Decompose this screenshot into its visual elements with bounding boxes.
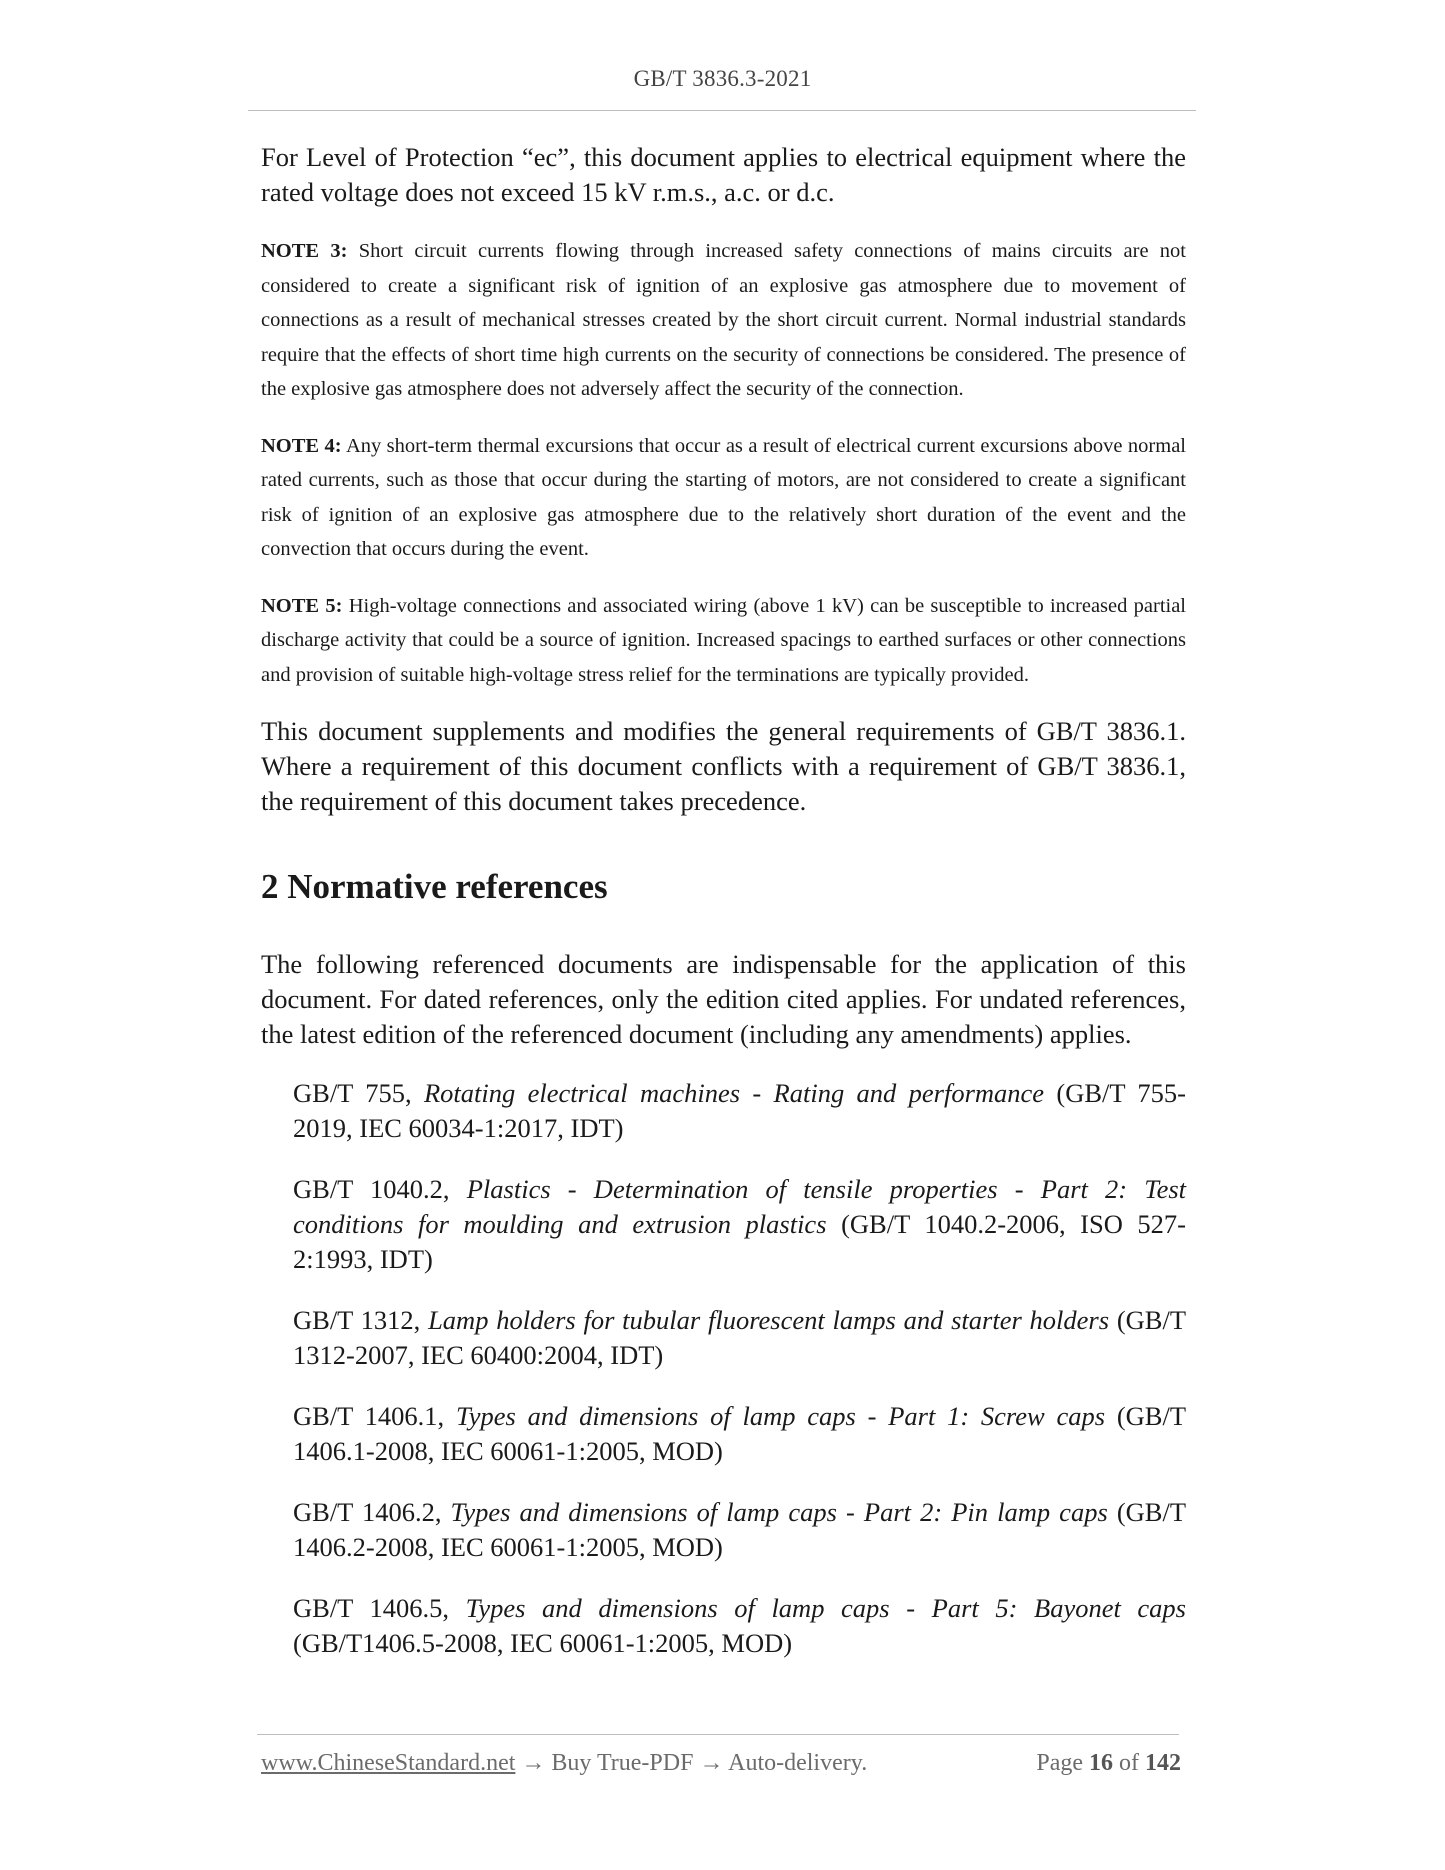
intro-paragraph: For Level of Protection “ec”, this document applies to electrical equipment where the rated voltage does not exceed 15 kV r.m.s., a.c. or d.c. xyxy=(261,142,1186,207)
reference-title: Plastics - Determination of tensile properties - Part 2: Test conditions for moulding and extrusion plastics xyxy=(293,1174,1187,1239)
reference-code: GB/T 1040.2, xyxy=(293,1174,450,1204)
reference-code: GB/T 1406.1, xyxy=(293,1401,445,1431)
note-label: NOTE 3: xyxy=(261,240,348,262)
reference-suffix: (GB/T 1040.2-2006, ISO 527-2:1993, IDT) xyxy=(293,1209,1186,1274)
page-footer xyxy=(261,1750,1181,1777)
reference-suffix: (GB/T 1312-2007, IEC 60400:2004, IDT) xyxy=(293,1305,1187,1370)
reference-title: Types and dimensions of lamp caps - Part 5: Bayonet caps xyxy=(465,1593,1186,1623)
reference-suffix: (GB/T 1406.1-2008, IEC 60061-1:2005, MOD) xyxy=(293,1401,1187,1466)
note-label: NOTE 4: xyxy=(261,434,342,457)
page-total: 142 xyxy=(1145,1750,1181,1776)
site-link[interactable]: www.ChineseStandard.net xyxy=(261,1750,516,1776)
supplement-paragraph: This document supplements and modifies the general requirements of GB/T 3836.1. Where a requirement of this document conflicts with a requirement of GB/T 3836.1, the requirement of this document takes precedence. xyxy=(261,716,1186,816)
reference-item xyxy=(293,1076,1186,1146)
references-intro: The following referenced documents are indispensable for the application of this document. For dated references, only the edition cited applies. For undated references, the latest edition of the referenced document (including any amendments) applies. xyxy=(261,949,1186,1049)
reference-item xyxy=(293,1495,1186,1565)
note-text: Any short-term thermal excursions that occur as a result of electrical current excursions above normal rated currents, such as those that occur during the starting of motors, are not considered to create a significant risk of ignition of an explosive gas atmosphere due to the relatively short duration of the event and the convection that occurs during the event. xyxy=(261,434,1186,560)
page-content xyxy=(261,140,1186,1687)
reference-suffix: (GB/T 1406.2-2008, IEC 60061-1:2005, MOD) xyxy=(293,1497,1187,1562)
section-heading: 2 Normative references xyxy=(261,867,608,906)
reference-item xyxy=(293,1399,1186,1469)
note-text: High-voltage connections and associated wiring (above 1 kV) can be susceptible to increased partial discharge activity that could be a source of ignition. Increased spacings to earthed surfaces or other connections and provision of suitable high-voltage stress relief for the terminations are typically provided. xyxy=(261,594,1186,686)
note-4 xyxy=(261,429,1186,567)
reference-title: Rotating electrical machines - Rating and performance xyxy=(423,1078,1045,1108)
reference-item xyxy=(293,1591,1186,1661)
note-label: NOTE 5: xyxy=(261,594,343,617)
reference-code: GB/T 755, xyxy=(293,1078,412,1108)
reference-suffix: (GB/T 755-2019, IEC 60034-1:2017, IDT) xyxy=(293,1078,1187,1143)
page-number xyxy=(1036,1750,1181,1777)
note-text: Short circuit currents flowing through increased safety connections of mains circuits are not considered to create a significant risk of ignition of an explosive gas atmosphere due to movement of connections as a result of mechanical stresses created by the short circuit current. Normal industrial standards require that the effects of short time high currents on the security of connections be considered. The presence of the explosive gas atmosphere does not adversely affect the security of the connection. xyxy=(261,240,1186,400)
header-divider xyxy=(248,110,1196,111)
page-label: Page xyxy=(1036,1750,1083,1776)
reference-title: Types and dimensions of lamp caps - Part 2: Pin lamp caps xyxy=(450,1497,1108,1527)
reference-code: GB/T 1406.2, xyxy=(293,1497,442,1527)
page-of: of xyxy=(1119,1750,1139,1776)
page-current: 16 xyxy=(1089,1750,1113,1776)
reference-item xyxy=(293,1303,1186,1373)
footer-tagline: → Buy True-PDF → Auto-delivery. xyxy=(521,1750,868,1776)
reference-suffix: (GB/T1406.5-2008, IEC 60061-1:2005, MOD) xyxy=(293,1628,793,1658)
note-5 xyxy=(261,589,1186,693)
reference-item xyxy=(293,1172,1186,1277)
reference-code: GB/T 1406.5, xyxy=(293,1593,449,1623)
page-header: GB/T 3836.3-2021 xyxy=(633,66,812,91)
reference-title: Lamp holders for tubular fluorescent lamps and starter holders xyxy=(428,1305,1110,1335)
note-3 xyxy=(261,234,1186,407)
reference-title: Types and dimensions of lamp caps - Part 1: Screw caps xyxy=(455,1401,1106,1431)
reference-code: GB/T 1312, xyxy=(293,1305,421,1335)
footer-divider xyxy=(257,1734,1179,1735)
